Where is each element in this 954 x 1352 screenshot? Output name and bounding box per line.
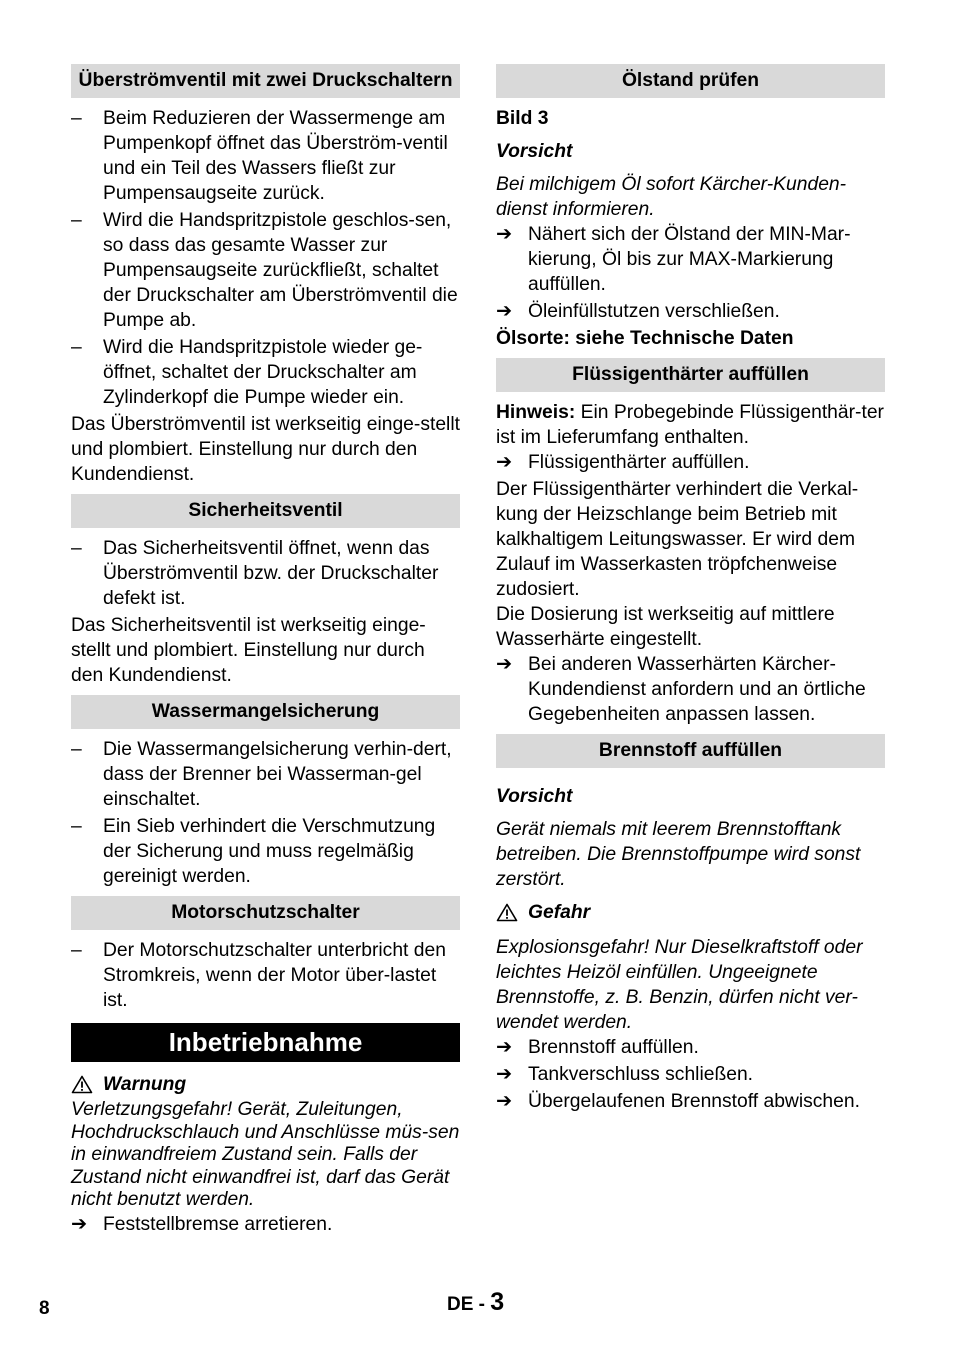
dash-bullet: – [71,816,82,837]
heading-fluessigenthaerter: Flüssigenthärter auffüllen [496,358,885,392]
instruction-step: ➔ Feststellbremse arretieren. [71,1213,333,1235]
arrow-right-icon: ➔ [496,1064,513,1085]
arrow-right-icon: ➔ [496,1091,513,1112]
dash-bullet: – [71,108,82,129]
caution-label: Vorsicht [496,786,573,807]
arrow-right-icon: ➔ [496,1037,513,1058]
warning-label: Warnung [103,1074,187,1095]
arrow-right-icon: ➔ [71,1213,88,1235]
heading-motorschutzschalter: Motorschutzschalter [71,896,460,930]
instruction-step: ➔ Brennstoff auffüllen. [496,1037,699,1058]
heading-brennstoff-auffuellen: Brennstoff auffüllen [496,734,885,768]
paragraph: Das Sicherheitsventil ist werkseitig einge-stellt und plombiert. Einstellung nur durch den Kundendienst. [71,615,426,686]
page-number: 8 [39,1298,50,1319]
list-item: – Wird die Handspritzpistole geschlos-sen, so dass das gesamte Wasser zur Pumpensaugseite zurückfließt, schaltet der Druckschalter am Überströmventil die Pumpe ab. [71,210,458,331]
arrow-right-icon: ➔ [496,654,513,675]
paragraph: Das Überströmventil ist werkseitig einge-stellt und plombiert. Einstellung nur durch den Kundendienst. [71,414,460,485]
arrow-right-icon: ➔ [496,452,513,473]
dash-bullet: – [71,940,82,961]
dash-bullet: – [71,337,82,358]
section-page-label: DE - 3 [447,1288,505,1316]
instruction-step: ➔ Bei anderen Wasserhärten Kärcher-Kundendienst anfordern und an örtliche Gegebenheiten anpassen lassen. [496,654,866,725]
note-paragraph: Hinweis: Ein Probegebinde Flüssigenthär-ter ist im Lieferumfang enthalten. [496,402,884,448]
paragraph: Der Flüssigenthärter verhindert die Verkal-kung der Heizschlange beim Betrieb mit kalkhaltigem Leitungswasser. Er wird dem Zulauf im Wasserkasten tröpfchenweise zudosiert. [496,479,859,600]
dash-bullet: – [71,210,82,231]
list-item: – Der Motorschutzschalter unterbricht den Stromkreis, wenn der Motor über-lastet ist. [71,940,446,1011]
instruction-step: ➔ Nähert sich der Ölstand der MIN-Mar-kierung, Öl bis zur MAX-Markierung auffüllen. [496,224,851,295]
instruction-step: ➔ Flüssigenthärter auffüllen. [496,452,750,473]
danger-label: Gefahr [528,902,591,923]
danger-text: Explosionsgefahr! Nur Dieselkraftstoff oder leichtes Heizöl einfüllen. Ungeeignete Brennstoffe, z. B. Benzin, dürfen nicht ver-wendet werden. [496,937,863,1033]
dash-bullet: – [71,538,82,559]
note-label: Hinweis: [496,402,576,423]
arrow-right-icon: ➔ [496,224,513,245]
arrow-right-icon: ➔ [496,301,513,322]
instruction-step: ➔ Öleinfüllstutzen verschließen. [496,301,780,322]
list-item: – Das Sicherheitsventil öffnet, wenn das Überströmventil bzw. der Druckschalter defekt ist. [71,538,439,609]
heading-wassermangelsicherung: Wassermangelsicherung [71,695,460,729]
heading-sicherheitsventil: Sicherheitsventil [71,494,460,528]
danger-heading [496,900,885,925]
chapter-title: Inbetriebnahme [71,1023,460,1062]
paragraph: Die Dosierung ist werkseitig auf mittlere Wasserhärte eingestellt. [496,604,835,650]
list-item: – Wird die Handspritzpistole wieder ge-öffnet, schaltet der Druckschalter am Zylinderkopf die Pumpe wieder ein. [71,337,423,408]
caution-label: Vorsicht [496,141,573,162]
right-column [496,64,885,1116]
warning-triangle-icon [496,903,518,922]
warning-heading [71,1072,460,1097]
left-column [71,64,460,1239]
list-item: – Ein Sieb verhindert die Verschmutzung der Sicherung und muss regelmäßig gereinigt werden. [71,816,436,887]
instruction-step: ➔ Übergelaufenen Brennstoff abwischen. [496,1091,860,1112]
oil-type: Ölsorte: siehe Technische Daten [496,328,794,349]
warning-triangle-icon [71,1075,93,1094]
caution-text: Gerät niemals mit leerem Brennstofftank betreiben. Die Brennstoffpumpe wird sonst zerstört. [496,819,861,890]
figure-reference: Bild 3 [496,108,549,129]
caution-text: Bei milchigem Öl sofort Kärcher-Kunden-dienst informieren. [496,174,847,220]
list-item: – Beim Reduzieren der Wassermenge am Pumpenkopf öffnet das Überström-ventil und ein Teil des Wassers fließt zur Pumpensaugseite zurück. [71,108,448,204]
heading-ueberstroemventil: Überströmventil mit zwei Druckschaltern [71,64,460,98]
dash-bullet: – [71,739,82,760]
warning-text: Verletzungsgefahr! Gerät, Zuleitungen, Hochdruckschlauch und Anschlüsse müs-sen in einwandfreiem Zustand sein. Falls der Zustand nicht einwandfrei ist, darf das Gerät nicht benutzt werden. [71,1099,460,1210]
list-item: – Die Wassermangelsicherung verhin-dert, dass der Brenner bei Wasserman-gel einschaltet. [71,739,452,810]
instruction-step: ➔ Tankverschluss schließen. [496,1064,754,1085]
heading-oelstand-pruefen: Ölstand prüfen [496,64,885,98]
